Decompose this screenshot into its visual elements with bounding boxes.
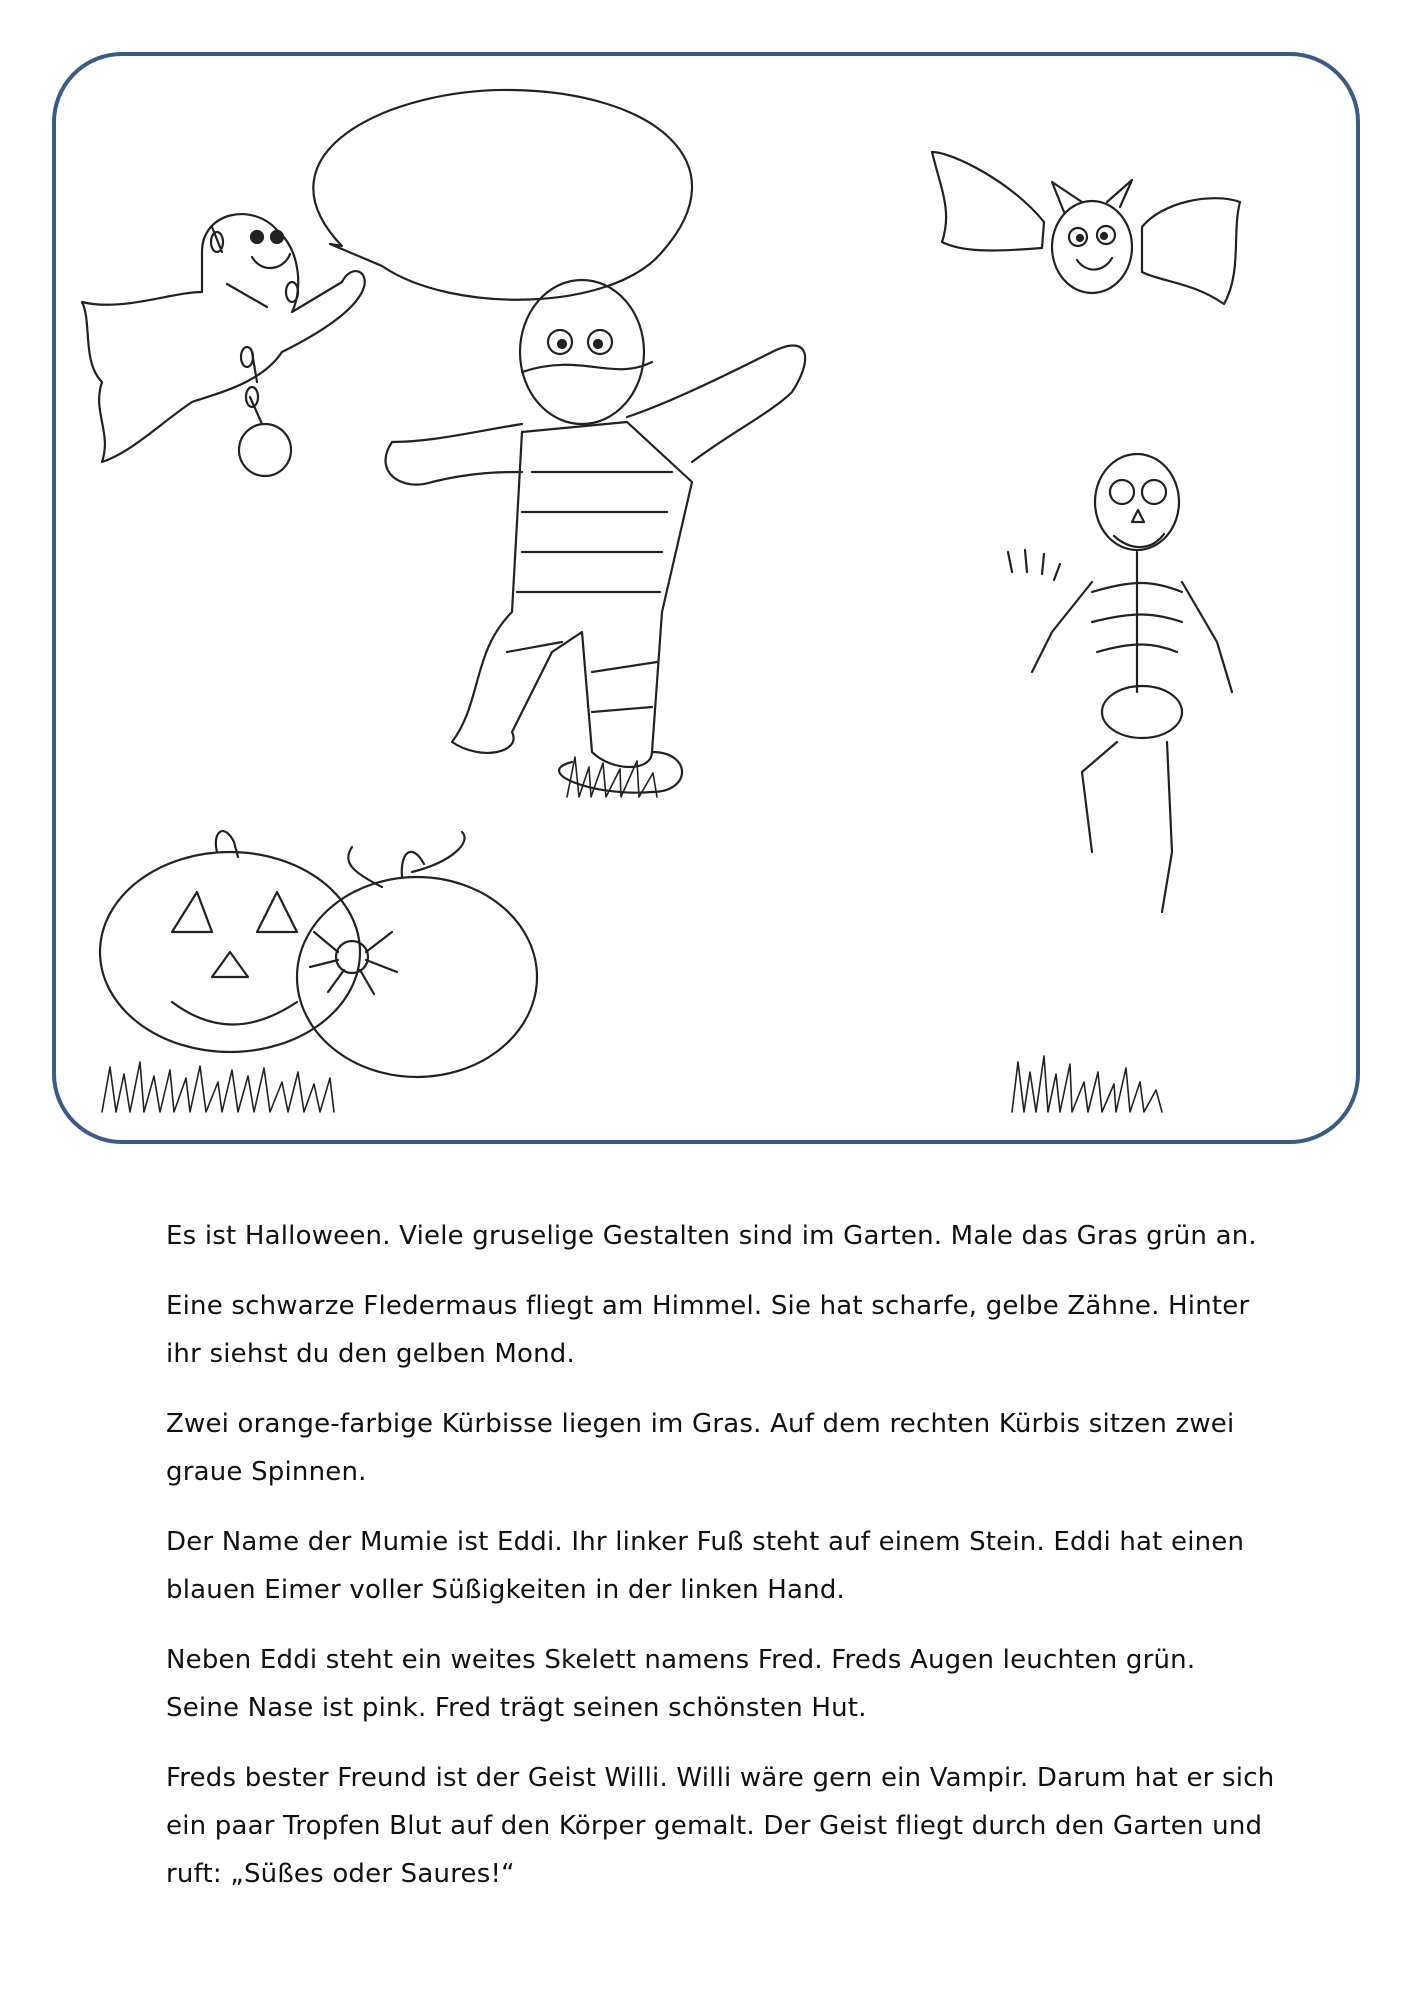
mummy-icon [386, 280, 806, 793]
bat-icon [932, 152, 1240, 304]
grass-icon [1012, 1056, 1162, 1112]
paragraph: Zwei orange-farbige Kürbisse liegen im Gras. Auf dem rechten Kürbis sitzen zwei graue Spinnen. [166, 1409, 1235, 1487]
grass-icon [102, 1062, 334, 1112]
skeleton-icon [1008, 454, 1232, 912]
paragraph: Eine schwarze Fledermaus fliegt am Himmel. Sie hat scharfe, gelbe Zähne. Hinter ihr siehst du den gelben Mond. [166, 1291, 1250, 1369]
paragraph: Der Name der Mumie ist Eddi. Ihr linker Fuß steht auf einem Stein. Eddi hat einen blauen Eimer voller Süßigkeiten in der linken Hand. [166, 1527, 1245, 1605]
story-text [166, 1212, 1276, 1920]
paragraph: Es ist Halloween. Viele gruselige Gestalten sind im Garten. Male das Gras grün an. [166, 1221, 1257, 1251]
paragraph: Neben Eddi steht ein weites Skelett namens Fred. Freds Augen leuchten grün. Seine Nase ist pink. Fred trägt seinen schönsten Hut. [166, 1645, 1196, 1723]
halloween-illustration [52, 52, 1360, 1144]
ghost-icon [82, 214, 365, 476]
pumpkin-icon [100, 831, 360, 1052]
paragraph: Freds bester Freund ist der Geist Willi. Willi wäre gern ein Vampir. Darum hat er sich ein paar Tropfen Blut auf den Körper gemalt. Der Geist fliegt durch den Garten und ruft: „Süßes oder Saures!“ [166, 1763, 1275, 1889]
pumpkin-icon [297, 832, 537, 1077]
speech-bubble [313, 90, 692, 300]
